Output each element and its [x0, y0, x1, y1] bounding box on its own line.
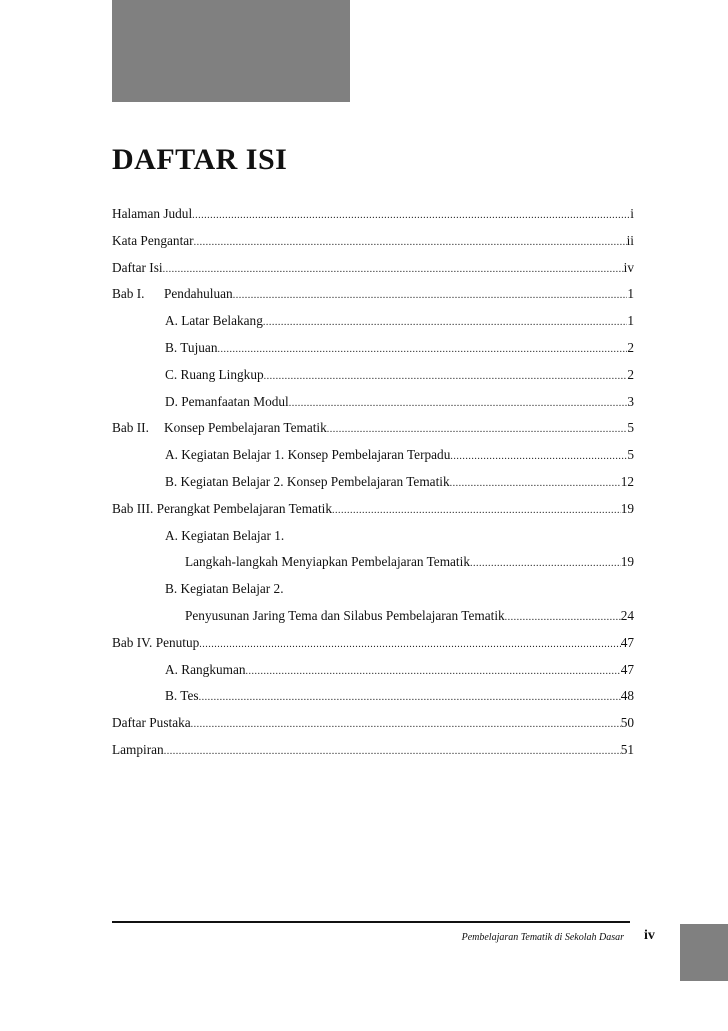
toc-entry-label: C. Ruang Lingkup	[165, 366, 264, 382]
toc-entry-daftar-pustaka[interactable]	[112, 715, 634, 742]
toc-entry-page: 19	[620, 500, 634, 516]
dot-leader	[199, 639, 620, 650]
toc-entry-label: B. Tes	[165, 688, 199, 704]
toc-entry-daftar-isi[interactable]	[112, 260, 634, 287]
dot-leader	[246, 666, 621, 677]
toc-subheading-kegiatan-belajar-1: A. Kegiatan Belajar 1.	[165, 527, 285, 543]
dot-leader	[264, 371, 628, 382]
toc-entry-bab-1[interactable]	[112, 286, 634, 313]
toc-entry-kegiatan-belajar-1[interactable]	[112, 447, 634, 474]
toc-entry-ruang-lingkup[interactable]	[112, 367, 634, 394]
toc-entry-label: Bab III. Perangkat Pembelajaran Tematik	[112, 500, 332, 516]
toc-entry-page: iv	[623, 259, 634, 275]
table-of-contents	[112, 206, 634, 769]
toc-entry-page: 12	[620, 473, 634, 489]
toc-entry-bab-3[interactable]	[112, 501, 634, 528]
toc-entry-bab-2[interactable]	[112, 420, 634, 447]
dot-leader	[233, 290, 628, 301]
toc-entry-page: 48	[620, 688, 634, 704]
dot-leader	[163, 264, 624, 275]
toc-entry-page: 5	[627, 420, 634, 436]
toc-entry-page: 1	[627, 313, 634, 329]
toc-entry-page: 2	[627, 366, 634, 382]
header-gray-block	[112, 0, 350, 102]
dot-leader	[192, 210, 630, 221]
toc-entry-halaman-judul[interactable]	[112, 206, 634, 233]
toc-entry-page: 50	[620, 715, 634, 731]
page-title: DAFTAR ISI	[112, 143, 288, 176]
toc-entry-page: 47	[620, 661, 634, 677]
dot-leader	[470, 558, 621, 569]
dot-leader	[217, 344, 627, 355]
dot-leader	[450, 451, 627, 462]
toc-entry-label: Pendahuluan	[164, 286, 233, 302]
toc-entry-label: Halaman Judul	[112, 206, 193, 221]
footer-divider	[112, 921, 630, 923]
toc-entry-pemanfaatan-modul[interactable]	[112, 394, 634, 421]
chapter-number: Bab II.	[112, 420, 149, 436]
dot-leader	[191, 719, 621, 730]
dot-leader	[199, 692, 621, 703]
toc-entry-label: B. Tujuan	[165, 339, 218, 355]
toc-entry-label: Penyusunan Jaring Tema dan Silabus Pembelajaran Tematik	[185, 607, 505, 623]
toc-entry-page: 47	[620, 634, 634, 650]
toc-entry-lampiran[interactable]	[112, 742, 634, 769]
chapter-number: Bab I.	[112, 286, 145, 302]
footer-gray-block	[680, 924, 728, 981]
toc-entry-tes[interactable]	[112, 688, 634, 715]
toc-entry-page: 3	[627, 393, 634, 409]
toc-entry-page: i	[630, 206, 634, 221]
toc-entry-page: 19	[620, 554, 634, 570]
toc-entry-label: A. Latar Belakang	[165, 313, 263, 329]
toc-entry-label: D. Pemanfaatan Modul	[165, 393, 289, 409]
toc-entry-penyusunan-jaring-tema[interactable]	[112, 608, 634, 635]
footer-book-title: Pembelajaran Tematik di Sekolah Dasar	[461, 932, 624, 943]
toc-entry-kata-pengantar[interactable]	[112, 233, 634, 260]
toc-entry-latar-belakang[interactable]	[112, 313, 634, 340]
toc-entry-bab-4[interactable]	[112, 635, 634, 662]
toc-entry-langkah-langkah[interactable]	[112, 554, 634, 581]
toc-entry-label: Lampiran	[112, 741, 164, 757]
toc-entry-page: ii	[626, 232, 634, 248]
dot-leader	[505, 612, 621, 623]
dot-leader	[450, 478, 621, 489]
toc-entry-page: 24	[620, 607, 634, 623]
toc-entry-label: B. Kegiatan Belajar 2. Konsep Pembelajaran Tematik	[165, 473, 450, 489]
toc-entry-tujuan[interactable]	[112, 340, 634, 367]
toc-entry-label: Kata Pengantar	[112, 232, 194, 248]
dot-leader	[194, 237, 627, 248]
toc-entry-page: 1	[627, 286, 634, 302]
toc-entry-kegiatan-belajar-2[interactable]	[112, 474, 634, 501]
toc-entry-label: Konsep Pembelajaran Tematik	[164, 420, 327, 436]
toc-entry-label: Langkah-langkah Menyiapkan Pembelajaran Tematik	[185, 554, 470, 570]
toc-entry-page: 2	[627, 339, 634, 355]
toc-entry-label: A. Kegiatan Belajar 1. Konsep Pembelajaran Terpadu	[165, 447, 451, 463]
toc-entry-label: Daftar Isi	[112, 259, 163, 275]
toc-entry-label: A. Rangkuman	[165, 661, 246, 677]
dot-leader	[263, 317, 628, 328]
toc-entry-label: Bab IV. Penutup	[112, 634, 200, 650]
dot-leader	[332, 505, 621, 516]
toc-entry-page: 51	[620, 741, 634, 757]
toc-entry-page: 5	[627, 447, 634, 463]
footer-page-number: iv	[644, 928, 655, 943]
toc-entry-rangkuman[interactable]	[112, 662, 634, 689]
toc-entry-label: Daftar Pustaka	[112, 715, 191, 731]
toc-subheading-kegiatan-belajar-2: B. Kegiatan Belajar 2.	[165, 581, 284, 597]
dot-leader	[164, 746, 621, 757]
dot-leader	[327, 424, 628, 435]
dot-leader	[289, 398, 628, 409]
